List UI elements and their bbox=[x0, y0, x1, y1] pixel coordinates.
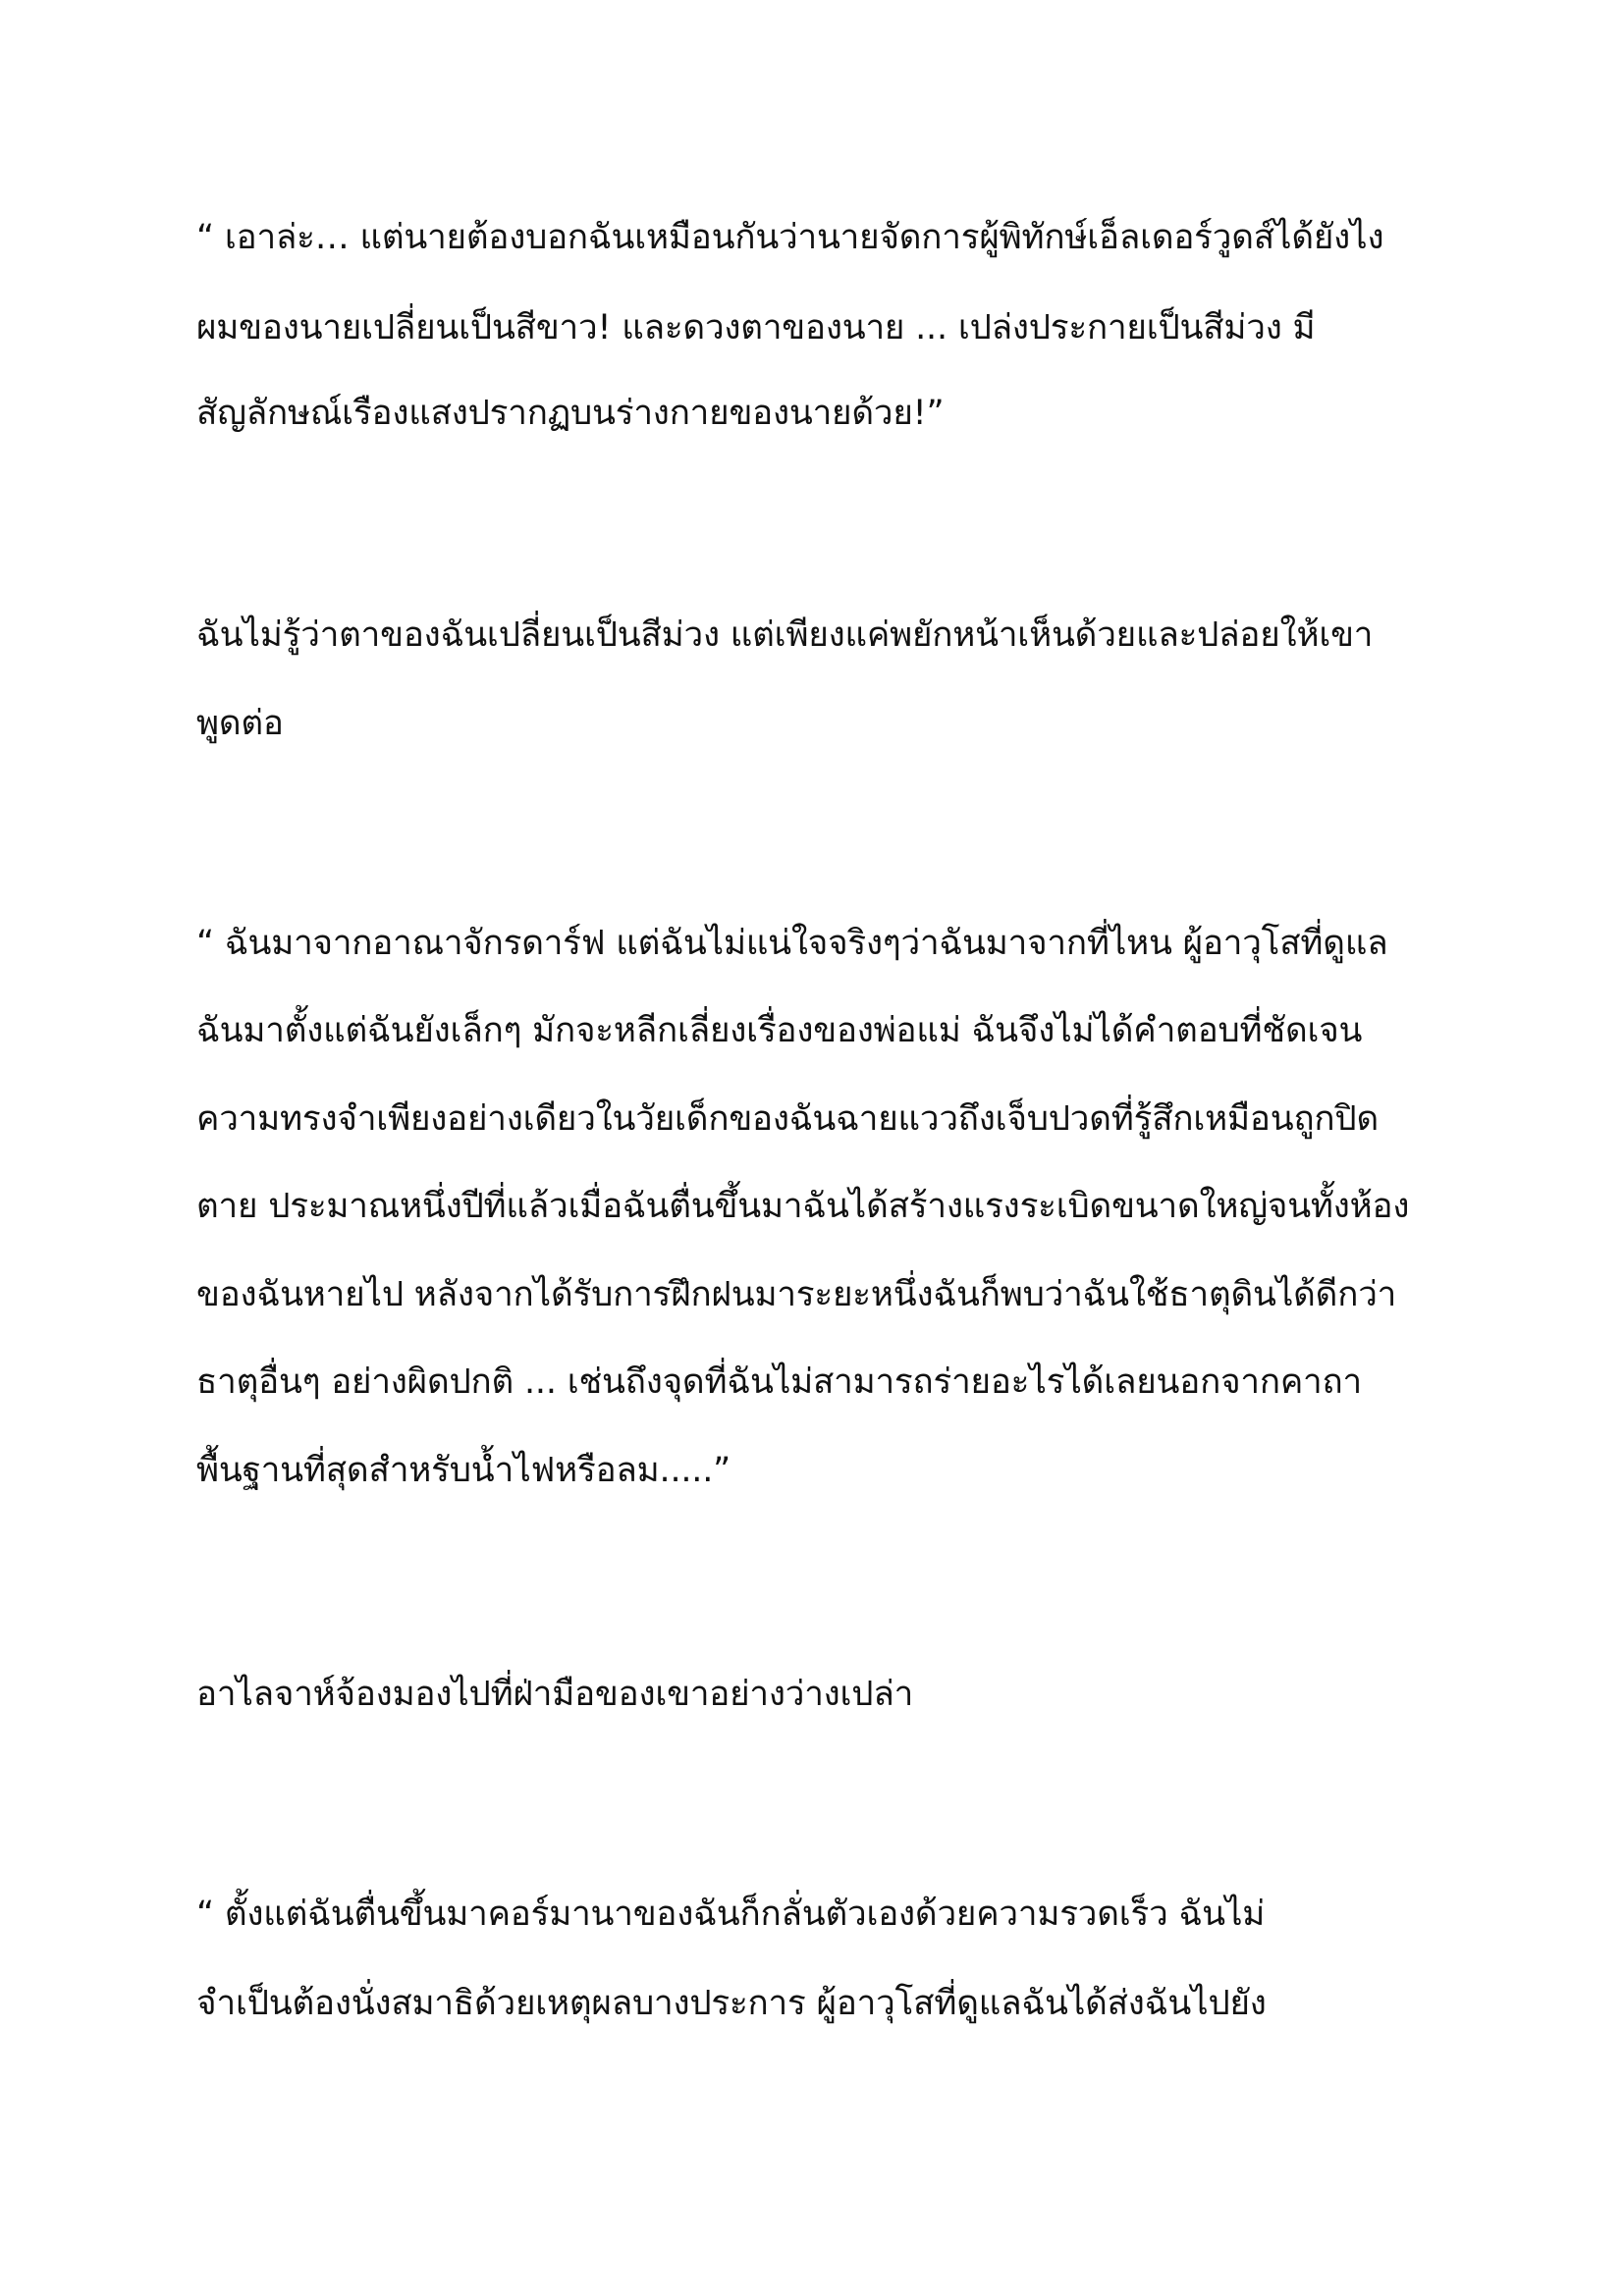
paragraph-3-line-4: ตาย ประมาณหนึ่งปีที่แล้วเมื่อฉันตื่นขึ้นมาฉันได้สร้างแรงระเบิดขนาดใหญ่จนทั้งห้อง bbox=[196, 1187, 1410, 1226]
paragraph-3-line-6: ธาตุอื่นๆ อย่างผิดปกติ ... เช่นถึงจุดที่ฉันไม่สามารถร่ายอะไรได้เลยนอกจากคาถา bbox=[196, 1362, 1362, 1402]
paragraph-2-line-1: ฉันไม่รู้ว่าตาของฉันเปลี่ยนเป็นสีม่วง แต่เพียงแค่พยักหน้าเห็นด้วยและปล่อยให้เขา bbox=[196, 615, 1374, 655]
paragraph-5-line-1: “ ตั้งแต่ฉันตื่นขึ้นมาคอร์มานาของฉันก็กลั่นตัวเองด้วยความรวดเร็ว ฉันไม่ bbox=[196, 1895, 1266, 1934]
paragraph-2-line-2: พูดต่อ bbox=[196, 704, 284, 743]
paragraph-1-line-2: ผมของนายเปลี่ยนเป็นสีขาว! และดวงตาของนาย ... เปล่งประกายเป็นสีม่วง มี bbox=[196, 308, 1316, 347]
paragraph-5-line-2: จำเป็นต้องนั่งสมาธิด้วยเหตุผลบางประการ ผู้อาวุโสที่ดูแลฉันได้ส่งฉันไปยัง bbox=[196, 1984, 1267, 2023]
paragraph-3-line-1: “ ฉันมาจากอาณาจักรดาร์ฟ แต่ฉันไม่แน่ใจจริงๆว่าฉันมาจากที่ไหน ผู้อาวุโสที่ดูแล bbox=[196, 924, 1388, 963]
paragraph-3-line-7: พื้นฐานที่สุดสำหรับน้ำไฟหรือลม.....” bbox=[196, 1451, 731, 1490]
paragraph-1-line-1: “ เอาล่ะ… แต่นายต้องบอกฉันเหมือนกันว่านายจัดการผู้พิทักษ์เอ็ลเดอร์วูดส์ได้ยังไง bbox=[196, 218, 1384, 257]
paragraph-3-line-2: ฉันมาตั้งแต่ฉันยังเล็กๆ มักจะหลีกเลี่ยงเรื่องของพ่อแม่ ฉันจึงไม่ได้คำตอบที่ชัดเจน bbox=[196, 1011, 1363, 1050]
paragraph-1-line-3: สัญลักษณ์เรืองแสงปรากฏบนร่างกายของนายด้วย!” bbox=[196, 394, 945, 433]
paragraph-3-line-5: ของฉันหายไป หลังจากได้รับการฝึกฝนมาระยะหนึ่งฉันก็พบว่าฉันใช้ธาตุดินได้ดีกว่า bbox=[196, 1275, 1397, 1314]
paragraph-3-line-3: ความทรงจำเพียงอย่างเดียวในวัยเด็กของฉันฉายแววถึงเจ็บปวดที่รู้สึกเหมือนถูกปิด bbox=[196, 1099, 1379, 1139]
paragraph-4-line-1: อาไลจาห์จ้องมองไปที่ฝ่ามือของเขาอย่างว่างเปล่า bbox=[196, 1675, 914, 1714]
